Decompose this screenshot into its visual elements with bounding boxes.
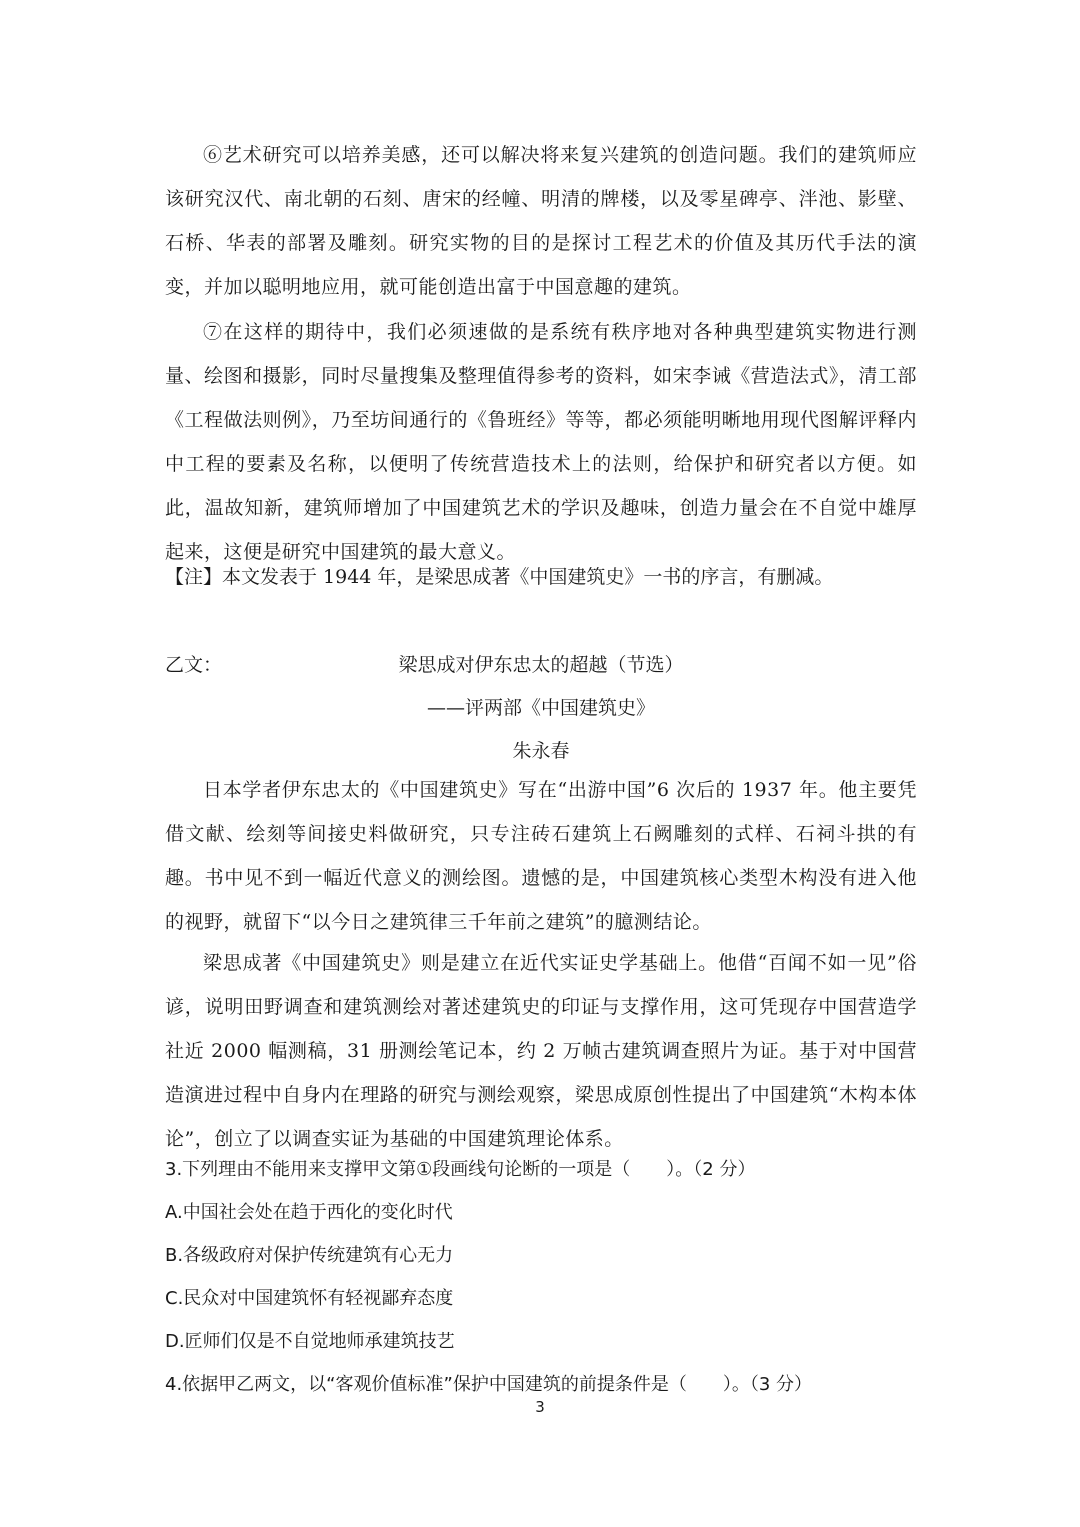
yi-paragraph-2: 梁思成著《中国建筑史》则是建立在近代实证史学基础上。他借“百闻不如一见”俗谚，说明田野调查和建筑测绘对著述建筑史的印证与支撑作用，这可凭现存中国营造学社近 2000 幅测稿，31 册测绘笔记本，约 2 万帧古建筑调查照片为证。基于对中国营造演进过程中自身内在理路的研究与测绘观察，梁思成原创性提出了中国建筑“木构本体论”，创立了以调查实证为基础的中国建筑理论体系。 — [165, 952, 917, 1150]
yi-author: 朱永春 — [512, 740, 570, 762]
jia-paragraph-6: ⑥艺术研究可以培养美感，还可以解决将来复兴建筑的创造问题。我们的建筑师应该研究汉代、南北朝的石刻、唐宋的经幢、明清的牌楼，以及零星碑亭、泮池、影壁、石桥、华表的部署及雕刻。研究实物的目的是探讨工程艺术的价值及其历代手法的演变，并加以聪明地应用，就可能创造出富于中国意趣的建筑。 — [165, 144, 917, 298]
page-number: 3 — [535, 1398, 545, 1416]
yi-title: 梁思成对伊东忠太的超越（节选） — [398, 654, 684, 676]
yi-label: 乙文： — [165, 654, 223, 676]
question-3-option-b: B.各级政府对保护传统建筑有心无力 — [165, 1245, 454, 1266]
yi-subtitle: ——评两部《中国建筑史》 — [426, 697, 655, 719]
question-3: 3.下列理由不能用来支撑甲文第①段画线句论断的一项是（ ）。（2 分） — [165, 1159, 756, 1180]
yi-paragraph-1: 日本学者伊东忠太的《中国建筑史》写在“出游中国”6 次后的 1937 年。他主要凭借文献、绘刻等间接史料做研究，只专注砖石建筑上石阙雕刻的式样、石祠斗拱的有趣。书中见不到一幅近代意义的测绘图。遗憾的是，中国建筑核心类型木构没有进入他的视野，就留下“以今日之建筑律三千年前之建筑”的臆测结论。 — [165, 779, 917, 933]
question-3-option-c: C.民众对中国建筑怀有轻视鄙弃态度 — [165, 1288, 454, 1309]
question-3-option-d: D.匠师们仅是不自觉地师承建筑技艺 — [165, 1331, 455, 1352]
jia-note: 【注】本文发表于 1944 年，是梁思成著《中国建筑史》一书的序言，有删减。 — [165, 566, 834, 588]
jia-paragraph-7: ⑦在这样的期待中，我们必须速做的是系统有秩序地对各种典型建筑实物进行测量、绘图和摄影，同时尽量搜集及整理值得参考的资料，如宋李诫《营造法式》，清工部《工程做法则例》，乃至坊间通行的《鲁班经》等等，都必须能明晰地用现代图解评释内中工程的要素及名称，以便明了传统营造技术上的法则，给保护和研究者以方便。如此，温故知新，建筑师增加了中国建筑艺术的学识及趣味，创造力量会在不自觉中雄厚起来，这便是研究中国建筑的最大意义。 — [165, 321, 917, 563]
question-3-option-a: A.中国社会处在趋于西化的变化时代 — [165, 1202, 453, 1223]
question-4: 4.依据甲乙两文，以“客观价值标准”保护中国建筑的前提条件是（ ）。（3 分） — [165, 1374, 812, 1395]
